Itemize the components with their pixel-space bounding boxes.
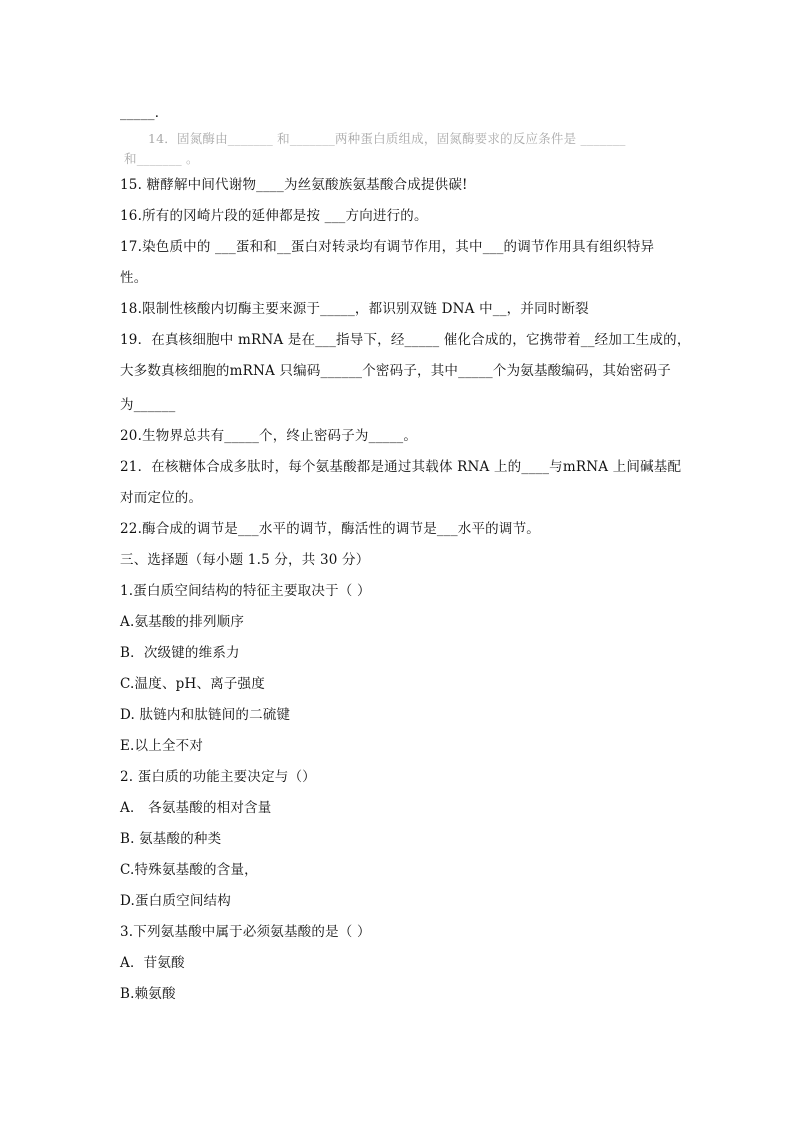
option: C.温度、pH、离子强度 bbox=[120, 676, 265, 692]
text-line: 对而定位的。 bbox=[120, 490, 203, 506]
question: 2. 蛋白质的功能主要决定与（） bbox=[120, 769, 316, 785]
option: E.以上全不对 bbox=[120, 738, 204, 754]
text-line: _____． bbox=[120, 105, 169, 121]
text-line: 20.生物界总共有_____个，终止密码子为_____。 bbox=[120, 428, 418, 444]
section-heading: 三、选择题（每小题 1.5 分，共 30 分） bbox=[120, 552, 370, 568]
text-line: 大多数真核细胞的mRNA 只编码______个密码子，其中_____个为氨基酸编码，其始密码子 bbox=[120, 363, 671, 379]
text-line: 19．在真核细胞中 mRNA 是在___指导下，经_____ 催化合成的，它携带着__经加工生成的， bbox=[120, 332, 691, 348]
option: A．苷氨酸 bbox=[120, 955, 185, 971]
question: 1.蛋白质空间结构的特征主要取决于（ ） bbox=[120, 583, 371, 599]
text-line-faded: 和_______ 。 bbox=[124, 151, 199, 166]
option: A.氨基酸的排列顺序 bbox=[120, 614, 245, 630]
option: D. 肽链内和肽链间的二硫键 bbox=[120, 707, 291, 723]
text-line: 为______ bbox=[120, 397, 176, 413]
text-line: 16.所有的冈崎片段的延伸都是按 ___方向进行的。 bbox=[120, 208, 428, 224]
text-line: 17.染色质中的 ___蛋和和__蛋白对转录均有调节作用，其中___的调节作用具有组织特异 bbox=[120, 239, 655, 255]
text-line: 18.限制性核酸内切酶主要来源于_____，都识别双链 DNA 中__，并同时断裂 bbox=[120, 301, 589, 317]
option: D.蛋白质空间结构 bbox=[120, 893, 231, 909]
option: B.赖氨酸 bbox=[120, 986, 176, 1002]
option: C.特殊氨基酸的含量， bbox=[120, 862, 258, 878]
option: B．次级键的维系力 bbox=[120, 645, 240, 661]
text-line: 性。 bbox=[120, 270, 148, 286]
text-line: 15. 糖酵解中间代谢物____为丝氨酸族氨基酸合成提供碳! bbox=[120, 177, 468, 193]
text-line: 22.酶合成的调节是___水平的调节，酶活性的调节是___水平的调节。 bbox=[120, 521, 540, 537]
text-line-faded: 14．固氮酶由_______ 和_______两种蛋白质组成，固氮酶要求的反应条件是 _______ bbox=[148, 131, 626, 146]
question: 3.下列氨基酸中属于必须氨基酸的是（ ） bbox=[120, 924, 371, 940]
option: A． 各氨基酸的相对含量 bbox=[120, 800, 272, 816]
option: B. 氨基酸的种类 bbox=[120, 831, 222, 847]
text-line: 21．在核糖体合成多肽时，每个氨基酸都是通过其载体 RNA 上的____与mRNA 上间碱基配 bbox=[120, 459, 682, 475]
